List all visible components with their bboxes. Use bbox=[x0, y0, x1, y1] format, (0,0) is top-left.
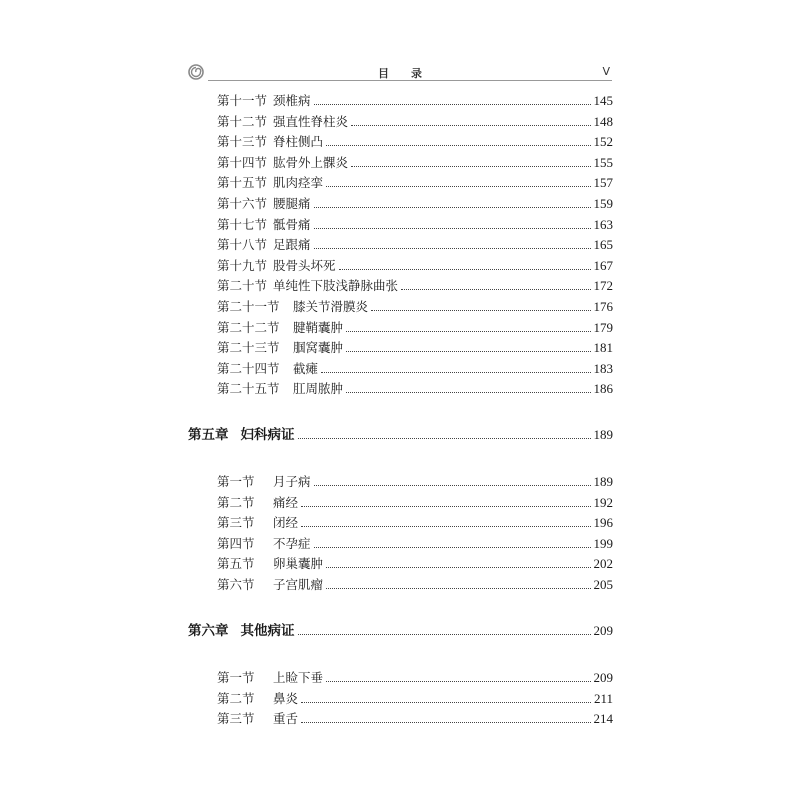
section-page-number: 157 bbox=[593, 175, 613, 191]
toc-section-row[interactable] bbox=[217, 380, 613, 398]
section-label: 第二十二节 bbox=[217, 319, 280, 335]
section-page-number: 163 bbox=[593, 216, 613, 232]
section-title: 腱鞘囊肿 bbox=[293, 319, 344, 335]
section-label: 第十五节 bbox=[217, 175, 268, 191]
dot-leader bbox=[339, 268, 591, 270]
section-page-number: 155 bbox=[593, 154, 613, 170]
section-title: 子宫肌瘤 bbox=[273, 577, 324, 592]
chapter-label: 第六章 bbox=[188, 623, 229, 639]
dot-leader bbox=[314, 546, 591, 548]
toc-section-row[interactable] bbox=[217, 277, 613, 295]
dot-leader bbox=[326, 566, 590, 568]
toc-section-row[interactable] bbox=[217, 690, 613, 708]
section-title: 腰腿痛 bbox=[273, 196, 311, 211]
section-title: 痛经 bbox=[273, 494, 299, 510]
section-label: 第一节 bbox=[217, 474, 255, 489]
section-label: 第二十节 bbox=[217, 278, 268, 294]
section-label: 第十七节 bbox=[217, 216, 268, 232]
toc-section-row[interactable] bbox=[217, 92, 613, 110]
toc-section-row[interactable] bbox=[217, 360, 613, 378]
section-title: 肌肉痉挛 bbox=[273, 175, 324, 191]
section-page-number: 165 bbox=[593, 237, 613, 253]
chapter-title: 其他病证 bbox=[240, 623, 295, 639]
section-label: 第十三节 bbox=[217, 134, 268, 150]
section-label: 第十九节 bbox=[217, 257, 268, 273]
section-page-number: 205 bbox=[593, 577, 613, 592]
section-label: 第二十五节 bbox=[217, 381, 280, 397]
dot-leader bbox=[321, 371, 590, 373]
toc-section-row[interactable] bbox=[217, 576, 613, 594]
toc-section-row[interactable] bbox=[217, 514, 613, 532]
section-title: 月子病 bbox=[273, 474, 311, 489]
section-page-number: 167 bbox=[593, 257, 613, 273]
toc-section-row[interactable] bbox=[217, 257, 613, 275]
header-page-numeral: V bbox=[602, 65, 610, 78]
section-label: 第六节 bbox=[217, 577, 255, 592]
dot-leader bbox=[301, 525, 590, 527]
section-page-number: 181 bbox=[593, 340, 613, 356]
section-title: 腘窝囊肿 bbox=[293, 340, 344, 356]
chapter-page-number: 209 bbox=[593, 623, 613, 638]
section-page-number: 152 bbox=[593, 134, 613, 150]
section-title: 肱骨外上髁炎 bbox=[273, 154, 349, 170]
section-label: 第四节 bbox=[217, 535, 255, 551]
dot-leader bbox=[301, 721, 590, 723]
toc-section-row[interactable] bbox=[217, 669, 613, 687]
chapter-page-number: 189 bbox=[593, 427, 613, 442]
section-title: 卵巢囊肿 bbox=[273, 556, 324, 572]
dot-leader bbox=[314, 206, 591, 208]
dot-leader bbox=[351, 124, 590, 126]
toc-section-row[interactable] bbox=[217, 174, 613, 192]
toc-section-row[interactable] bbox=[217, 236, 613, 254]
chapter-label: 第五章 bbox=[188, 427, 229, 443]
dot-leader bbox=[314, 103, 591, 105]
section-title: 重舌 bbox=[273, 711, 299, 727]
section-label: 第三节 bbox=[217, 515, 255, 531]
section-label: 第二十一节 bbox=[217, 299, 280, 314]
section-label: 第三节 bbox=[217, 711, 255, 727]
page-header bbox=[188, 62, 612, 82]
section-label: 第二十四节 bbox=[217, 360, 280, 376]
section-label: 第二节 bbox=[217, 494, 255, 510]
dot-leader bbox=[346, 350, 590, 352]
dot-leader bbox=[346, 330, 590, 332]
section-label: 第二节 bbox=[217, 690, 255, 706]
section-title: 颈椎病 bbox=[273, 93, 311, 108]
dot-leader bbox=[314, 484, 591, 486]
section-page-number: 172 bbox=[593, 278, 613, 294]
section-page-number: 176 bbox=[593, 299, 613, 314]
section-title: 单纯性下肢浅静脉曲张 bbox=[273, 278, 399, 294]
section-title: 不孕症 bbox=[273, 535, 311, 551]
section-title: 闭经 bbox=[273, 515, 299, 531]
toc-section-row[interactable] bbox=[217, 133, 613, 151]
header-rule bbox=[208, 80, 612, 81]
section-page-number: 196 bbox=[593, 515, 613, 531]
toc-section-row[interactable] bbox=[217, 473, 613, 491]
toc-section-row[interactable] bbox=[217, 339, 613, 357]
toc-chapter-row[interactable] bbox=[188, 622, 613, 640]
section-label: 第十二节 bbox=[217, 113, 268, 129]
header-title: 目录 bbox=[378, 67, 444, 80]
dot-leader bbox=[326, 144, 590, 146]
section-page-number: 211 bbox=[593, 690, 613, 706]
section-title: 强直性脊柱炎 bbox=[273, 113, 349, 129]
section-label: 第二十三节 bbox=[217, 340, 280, 356]
dot-leader bbox=[301, 701, 591, 703]
section-label: 第十一节 bbox=[217, 93, 268, 108]
toc-section-row[interactable] bbox=[217, 710, 613, 728]
dot-leader bbox=[298, 633, 591, 635]
dot-leader bbox=[314, 247, 591, 249]
section-page-number: 186 bbox=[593, 381, 613, 397]
dot-leader bbox=[326, 185, 590, 187]
section-title: 肛周脓肿 bbox=[293, 381, 344, 397]
dot-leader bbox=[298, 437, 591, 439]
section-page-number: 202 bbox=[593, 556, 613, 572]
section-title: 鼻炎 bbox=[273, 690, 299, 706]
section-title: 上睑下垂 bbox=[273, 670, 324, 685]
dot-leader bbox=[326, 680, 590, 682]
toc-section-row[interactable] bbox=[217, 154, 613, 172]
toc-section-row[interactable] bbox=[217, 535, 613, 553]
section-label: 第一节 bbox=[217, 670, 255, 685]
dot-leader bbox=[401, 288, 590, 290]
section-page-number: 199 bbox=[593, 535, 613, 551]
dot-leader bbox=[351, 165, 590, 167]
dot-leader bbox=[314, 227, 591, 229]
section-page-number: 214 bbox=[593, 711, 613, 727]
section-label: 第五节 bbox=[217, 556, 255, 572]
dot-leader bbox=[301, 505, 590, 507]
chapter-title: 妇科病证 bbox=[240, 427, 295, 443]
dot-leader bbox=[326, 587, 590, 589]
section-page-number: 209 bbox=[593, 670, 613, 685]
section-title: 足跟痛 bbox=[273, 237, 311, 253]
section-title: 脊柱侧凸 bbox=[273, 134, 324, 150]
section-title: 截瘫 bbox=[293, 360, 319, 376]
section-label: 第十八节 bbox=[217, 237, 268, 253]
section-page-number: 189 bbox=[593, 474, 613, 489]
toc-chapter-row[interactable] bbox=[188, 426, 613, 444]
section-page-number: 192 bbox=[593, 494, 613, 510]
toc-section-row[interactable] bbox=[217, 195, 613, 213]
toc-section-row[interactable] bbox=[217, 494, 613, 512]
section-title: 膝关节滑膜炎 bbox=[293, 299, 369, 314]
toc-section-row[interactable] bbox=[217, 319, 613, 337]
toc-section-row[interactable] bbox=[217, 298, 613, 316]
dot-leader bbox=[371, 309, 590, 311]
section-page-number: 159 bbox=[593, 196, 613, 211]
section-label: 第十六节 bbox=[217, 196, 268, 211]
section-page-number: 145 bbox=[593, 93, 613, 108]
section-page-number: 183 bbox=[593, 360, 613, 376]
toc-section-row[interactable] bbox=[217, 113, 613, 131]
section-page-number: 179 bbox=[593, 319, 613, 335]
section-label: 第十四节 bbox=[217, 154, 268, 170]
section-title: 股骨头坏死 bbox=[273, 257, 336, 273]
dot-leader bbox=[346, 391, 590, 393]
toc-section-row[interactable] bbox=[217, 555, 613, 573]
toc-section-row[interactable] bbox=[217, 216, 613, 234]
section-page-number: 148 bbox=[593, 113, 613, 129]
section-title: 骶骨痛 bbox=[273, 216, 311, 232]
